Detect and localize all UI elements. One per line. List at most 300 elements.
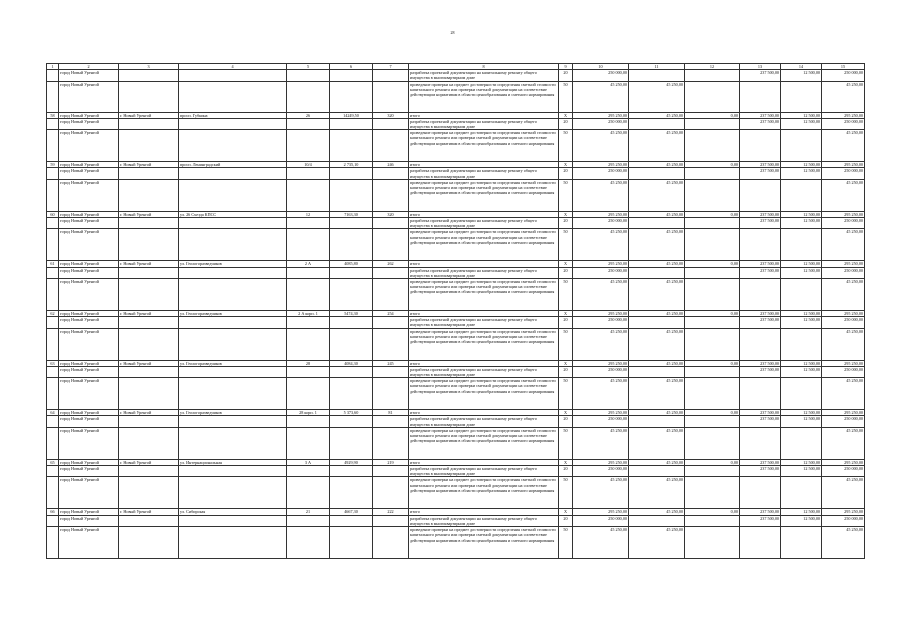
cell-index: 60	[47, 211, 59, 217]
cell-district	[119, 515, 179, 526]
cell-index	[47, 130, 59, 162]
cell-index	[47, 515, 59, 526]
cell-col11: 45 250,00	[629, 509, 685, 515]
cell-col11	[629, 267, 685, 278]
cell-col13: 237 500,00	[740, 261, 781, 267]
cell-house	[287, 218, 330, 229]
cell-city: город Новый Уренгой	[59, 218, 119, 229]
cell-col14: 12 500,00	[781, 416, 822, 427]
cell-col10: 295 250,00	[573, 459, 629, 465]
cell-district	[119, 229, 179, 261]
cell-house	[287, 229, 330, 261]
cell-col10: 250 000,00	[573, 218, 629, 229]
cell-code: 50	[559, 279, 573, 311]
cell-col13: 237 500,00	[740, 515, 781, 526]
cell-index: 59	[47, 162, 59, 168]
cell-flats: 222	[373, 509, 409, 515]
cell-house: 3 А	[287, 459, 330, 465]
cell-col15: 295 250,00	[822, 311, 865, 317]
cell-col15: 250 000,00	[822, 267, 865, 278]
cell-district	[119, 118, 179, 129]
cell-work: разработка проектной документации на капитальному ремонту общего имущества в многоквартирном доме	[409, 366, 559, 377]
cell-street: ул. Геологоразведчиков	[179, 261, 287, 267]
cell-street	[179, 427, 287, 459]
cell-district	[119, 81, 179, 112]
cell-col13	[740, 279, 781, 311]
cell-code: 20	[559, 168, 573, 179]
cell-col10: 295 250,00	[573, 509, 629, 515]
cell-col11: 45 250,00	[629, 360, 685, 366]
cell-flats: 246	[373, 162, 409, 168]
cell-index: 61	[47, 261, 59, 267]
cell-index	[47, 267, 59, 278]
cell-col13	[740, 427, 781, 459]
cell-city: город Новый Уренгой	[59, 317, 119, 328]
cell-col14	[781, 81, 822, 112]
cell-district	[119, 366, 179, 377]
cell-col11	[629, 466, 685, 477]
cell-col10: 250 000,00	[573, 466, 629, 477]
cell-house	[287, 81, 330, 112]
cell-col14: 12 500,00	[781, 509, 822, 515]
table-row	[47, 218, 865, 229]
cell-col10: 250 000,00	[573, 118, 629, 129]
cell-house	[287, 515, 330, 526]
cell-street	[179, 527, 287, 559]
cell-street	[179, 279, 287, 311]
cell-district	[119, 168, 179, 179]
cell-code: 50	[559, 179, 573, 211]
cell-col14	[781, 130, 822, 162]
cell-index	[47, 218, 59, 229]
cell-index	[47, 378, 59, 410]
cell-col15: 45 250,00	[822, 427, 865, 459]
cell-city: город Новый Уренгой	[59, 427, 119, 459]
cell-col10: 45 250,00	[573, 229, 629, 261]
cell-col13: 237 500,00	[740, 311, 781, 317]
cell-street	[179, 466, 287, 477]
cell-code: 20	[559, 416, 573, 427]
cell-house: 10/4	[287, 162, 330, 168]
table-row	[47, 466, 865, 477]
cell-col11: 45 250,00	[629, 229, 685, 261]
cell-house: 2 А	[287, 261, 330, 267]
cell-area	[330, 168, 373, 179]
cell-col10: 45 250,00	[573, 81, 629, 112]
cell-index: 63	[47, 360, 59, 366]
cell-area	[330, 81, 373, 112]
cell-house	[287, 267, 330, 278]
cell-area: 5 373,60	[330, 410, 373, 416]
header-cell: 14	[781, 64, 822, 70]
cell-area	[330, 378, 373, 410]
cell-house	[287, 378, 330, 410]
header-cell: 8	[409, 64, 559, 70]
cell-code: 20	[559, 466, 573, 477]
table-row	[47, 229, 865, 261]
cell-work: разработка проектной документации на капитальному ремонту общего имущества в многоквартирном доме	[409, 515, 559, 526]
cell-col11: 45 250,00	[629, 378, 685, 410]
cell-code: 20	[559, 515, 573, 526]
cell-code: 50	[559, 477, 573, 509]
cell-area	[330, 427, 373, 459]
cell-area	[330, 218, 373, 229]
cell-flats	[373, 168, 409, 179]
cell-col13	[740, 229, 781, 261]
cell-street: ул. Интернациональная	[179, 459, 287, 465]
cell-flats	[373, 130, 409, 162]
cell-col11: 45 250,00	[629, 459, 685, 465]
cell-col12	[685, 416, 740, 427]
cell-flats	[373, 70, 409, 81]
table-row	[47, 328, 865, 360]
page-number: 28	[450, 30, 455, 35]
cell-col15: 295 250,00	[822, 162, 865, 168]
cell-col13	[740, 328, 781, 360]
cell-house	[287, 366, 330, 377]
cell-code: 50	[559, 229, 573, 261]
cell-col12: 0,00	[685, 112, 740, 118]
cell-col11: 45 250,00	[629, 112, 685, 118]
cell-flats: 81	[373, 410, 409, 416]
header-cell: 2	[59, 64, 119, 70]
cell-code: X	[559, 410, 573, 416]
cell-work: проведение проверки на предмет достоверности определения сметной стоимости капитального ремонта или проверки сметной документации на соответствие действующим нормативам в области ценообразования и сметного нормирования	[409, 477, 559, 509]
cell-area	[330, 229, 373, 261]
table-row	[47, 179, 865, 211]
cell-city: город Новый Уренгой	[59, 168, 119, 179]
cell-work: проведение проверки на предмет достоверности определения сметной стоимости капитального ремонта или проверки сметной документации на соответствие действующим нормативам в области ценообразования и сметного нормирования	[409, 229, 559, 261]
cell-col15: 250 000,00	[822, 515, 865, 526]
cell-col13	[740, 378, 781, 410]
cell-house	[287, 118, 330, 129]
cell-city: город Новый Уренгой	[59, 279, 119, 311]
cell-city: город Новый Уренгой	[59, 527, 119, 559]
cell-work: итого	[409, 211, 559, 217]
header-cell: 9	[559, 64, 573, 70]
cell-street	[179, 70, 287, 81]
cell-index	[47, 81, 59, 112]
cell-work: проведение проверки на предмет достоверности определения сметной стоимости капитального ремонта или проверки сметной документации на соответствие действующим нормативам в области ценообразования и сметного нормирования	[409, 328, 559, 360]
cell-district: г. Новый Уренгой	[119, 162, 179, 168]
cell-area: 2 735,10	[330, 162, 373, 168]
cell-house: 28 корп. 1	[287, 410, 330, 416]
cell-col11	[629, 168, 685, 179]
cell-district: г. Новый Уренгой	[119, 311, 179, 317]
cell-work: итого	[409, 112, 559, 118]
cell-work: итого	[409, 162, 559, 168]
cell-work: проведение проверки на предмет достоверности определения сметной стоимости капитального ремонта или проверки сметной документации на соответствие действующим нормативам в области ценообразования и сметного нормирования	[409, 179, 559, 211]
cell-col14	[781, 378, 822, 410]
cell-house	[287, 527, 330, 559]
cell-col12	[685, 427, 740, 459]
cell-area	[330, 366, 373, 377]
cell-col11	[629, 70, 685, 81]
cell-col13: 237 500,00	[740, 416, 781, 427]
cell-street: просп. Губкина	[179, 112, 287, 118]
header-cell: 11	[629, 64, 685, 70]
cell-work: итого	[409, 410, 559, 416]
cell-code: X	[559, 162, 573, 168]
cell-col13: 237 500,00	[740, 509, 781, 515]
cell-col15: 45 250,00	[822, 527, 865, 559]
cell-house	[287, 179, 330, 211]
cell-index	[47, 279, 59, 311]
cell-code: 20	[559, 267, 573, 278]
cell-area	[330, 317, 373, 328]
cell-district: г. Новый Уренгой	[119, 261, 179, 267]
cell-district: г. Новый Уренгой	[119, 360, 179, 366]
cell-col12	[685, 70, 740, 81]
cell-district: г. Новый Уренгой	[119, 509, 179, 515]
table-row	[47, 416, 865, 427]
cell-col13: 237 500,00	[740, 162, 781, 168]
cell-col15: 295 250,00	[822, 459, 865, 465]
cell-flats: 320	[373, 112, 409, 118]
cell-work: проведение проверки на предмет достоверности определения сметной стоимости капитального ремонта или проверки сметной документации на соответствие действующим нормативам в области ценообразования и сметного нормирования	[409, 427, 559, 459]
cell-col12	[685, 130, 740, 162]
cell-house	[287, 70, 330, 81]
cell-work: итого	[409, 311, 559, 317]
cell-street	[179, 477, 287, 509]
cell-street: ул. Геологоразведчиков	[179, 360, 287, 366]
cell-col12: 0,00	[685, 162, 740, 168]
cell-code: 20	[559, 317, 573, 328]
cell-city: город Новый Уренгой	[59, 360, 119, 366]
cell-work: проведение проверки на предмет достоверности определения сметной стоимости капитального ремонта или проверки сметной документации на соответствие действующим нормативам в области ценообразования и сметного нормирования	[409, 81, 559, 112]
table-row	[47, 70, 865, 81]
cell-city: город Новый Уренгой	[59, 70, 119, 81]
cell-code: 50	[559, 130, 573, 162]
cell-col14: 12 500,00	[781, 317, 822, 328]
cell-house: 28	[287, 360, 330, 366]
cell-index	[47, 416, 59, 427]
cell-col12	[685, 168, 740, 179]
cell-work: разработка проектной документации на капитальному ремонту общего имущества в многоквартирном доме	[409, 317, 559, 328]
cell-index: 66	[47, 509, 59, 515]
register-table	[46, 63, 865, 559]
cell-col11	[629, 218, 685, 229]
cell-col14	[781, 328, 822, 360]
cell-area	[330, 477, 373, 509]
cell-col12	[685, 267, 740, 278]
cell-index: 64	[47, 410, 59, 416]
cell-col15: 295 250,00	[822, 112, 865, 118]
cell-flats	[373, 267, 409, 278]
cell-col11	[629, 416, 685, 427]
cell-col15: 295 250,00	[822, 410, 865, 416]
cell-flats: 320	[373, 211, 409, 217]
cell-code: 50	[559, 378, 573, 410]
cell-col11: 45 250,00	[629, 211, 685, 217]
cell-work: разработка проектной документации на капитальному ремонту общего имущества в многоквартирном доме	[409, 267, 559, 278]
cell-city: город Новый Уренгой	[59, 311, 119, 317]
cell-col15: 250 000,00	[822, 70, 865, 81]
cell-house: 26	[287, 112, 330, 118]
cell-col14: 12 500,00	[781, 311, 822, 317]
cell-col12	[685, 81, 740, 112]
cell-col11: 45 250,00	[629, 410, 685, 416]
cell-city: город Новый Уренгой	[59, 515, 119, 526]
cell-city: город Новый Уренгой	[59, 410, 119, 416]
cell-district: г. Новый Уренгой	[119, 112, 179, 118]
cell-col15: 250 000,00	[822, 168, 865, 179]
cell-col14: 12 500,00	[781, 410, 822, 416]
cell-code: 50	[559, 527, 573, 559]
cell-col15: 45 250,00	[822, 179, 865, 211]
table-row	[47, 168, 865, 179]
cell-col11	[629, 366, 685, 377]
cell-col10: 295 250,00	[573, 360, 629, 366]
cell-street: ул. 26 Съезда КПСС	[179, 211, 287, 217]
cell-city: город Новый Уренгой	[59, 366, 119, 377]
cell-col11: 45 250,00	[629, 162, 685, 168]
cell-code: 20	[559, 70, 573, 81]
cell-area	[330, 179, 373, 211]
cell-col15: 250 000,00	[822, 218, 865, 229]
cell-index	[47, 328, 59, 360]
cell-col10: 45 250,00	[573, 527, 629, 559]
cell-flats	[373, 366, 409, 377]
cell-col13	[740, 81, 781, 112]
cell-flats: 262	[373, 261, 409, 267]
cell-col10: 45 250,00	[573, 378, 629, 410]
cell-col14	[781, 229, 822, 261]
table-row	[47, 427, 865, 459]
cell-col12	[685, 218, 740, 229]
cell-street	[179, 317, 287, 328]
cell-col10: 250 000,00	[573, 267, 629, 278]
cell-index	[47, 317, 59, 328]
cell-col13: 237 500,00	[740, 168, 781, 179]
cell-city: город Новый Уренгой	[59, 328, 119, 360]
table-row	[47, 527, 865, 559]
cell-flats	[373, 427, 409, 459]
cell-col13: 237 500,00	[740, 267, 781, 278]
cell-col14: 12 500,00	[781, 70, 822, 81]
cell-city: город Новый Уренгой	[59, 81, 119, 112]
cell-street	[179, 179, 287, 211]
cell-city: город Новый Уренгой	[59, 130, 119, 162]
cell-col11: 45 250,00	[629, 427, 685, 459]
cell-col14: 12 500,00	[781, 267, 822, 278]
header-cell: 7	[373, 64, 409, 70]
cell-col12	[685, 466, 740, 477]
cell-house: 12	[287, 211, 330, 217]
cell-index	[47, 366, 59, 377]
cell-work: итого	[409, 360, 559, 366]
cell-index	[47, 179, 59, 211]
cell-col14	[781, 527, 822, 559]
table-row	[47, 279, 865, 311]
cell-col13: 237 500,00	[740, 459, 781, 465]
cell-index	[47, 70, 59, 81]
cell-col11: 45 250,00	[629, 328, 685, 360]
cell-city: город Новый Уренгой	[59, 466, 119, 477]
cell-col10: 250 000,00	[573, 168, 629, 179]
cell-area	[330, 130, 373, 162]
cell-col11	[629, 118, 685, 129]
cell-col15: 250 000,00	[822, 416, 865, 427]
cell-city: город Новый Уренгой	[59, 459, 119, 465]
header-cell: 4	[179, 64, 287, 70]
table-row	[47, 515, 865, 526]
cell-col14	[781, 179, 822, 211]
cell-col10: 250 000,00	[573, 70, 629, 81]
cell-work: итого	[409, 261, 559, 267]
cell-street	[179, 515, 287, 526]
cell-code: X	[559, 360, 573, 366]
cell-flats	[373, 378, 409, 410]
cell-flats	[373, 317, 409, 328]
cell-flats	[373, 477, 409, 509]
cell-flats	[373, 328, 409, 360]
cell-col10: 295 250,00	[573, 261, 629, 267]
cell-col12: 0,00	[685, 261, 740, 267]
cell-col12: 0,00	[685, 509, 740, 515]
cell-index	[47, 427, 59, 459]
cell-col15: 295 250,00	[822, 509, 865, 515]
cell-col11: 45 250,00	[629, 130, 685, 162]
cell-flats: 254	[373, 311, 409, 317]
cell-street: ул. Геологоразведчиков	[179, 410, 287, 416]
cell-area	[330, 328, 373, 360]
cell-col10: 45 250,00	[573, 427, 629, 459]
cell-district	[119, 416, 179, 427]
cell-col15: 45 250,00	[822, 328, 865, 360]
cell-house: 21	[287, 509, 330, 515]
cell-house	[287, 427, 330, 459]
cell-col14	[781, 427, 822, 459]
cell-index	[47, 118, 59, 129]
cell-col11: 45 250,00	[629, 279, 685, 311]
cell-col13: 237 500,00	[740, 118, 781, 129]
cell-house	[287, 416, 330, 427]
cell-street	[179, 168, 287, 179]
cell-street: просп. Ленинградский	[179, 162, 287, 168]
cell-col12: 0,00	[685, 459, 740, 465]
cell-city: город Новый Уренгой	[59, 267, 119, 278]
cell-district	[119, 130, 179, 162]
cell-street	[179, 267, 287, 278]
cell-col14	[781, 279, 822, 311]
cell-district	[119, 218, 179, 229]
cell-work: проведение проверки на предмет достоверности определения сметной стоимости капитального ремонта или проверки сметной документации на соответствие действующим нормативам в области ценообразования и сметного нормирования	[409, 130, 559, 162]
cell-flats	[373, 527, 409, 559]
cell-city: город Новый Уренгой	[59, 509, 119, 515]
cell-area	[330, 416, 373, 427]
cell-area	[330, 70, 373, 81]
table-row	[47, 267, 865, 278]
cell-code: X	[559, 459, 573, 465]
cell-house	[287, 130, 330, 162]
cell-col11: 45 250,00	[629, 179, 685, 211]
cell-code: 50	[559, 427, 573, 459]
cell-code: 20	[559, 218, 573, 229]
cell-col13: 237 500,00	[740, 366, 781, 377]
cell-house	[287, 328, 330, 360]
cell-area: 4667,30	[330, 509, 373, 515]
cell-work: разработка проектной документации на капитальному ремонту общего имущества в многоквартирном доме	[409, 218, 559, 229]
cell-index	[47, 527, 59, 559]
cell-flats	[373, 466, 409, 477]
cell-flats	[373, 279, 409, 311]
cell-col12: 0,00	[685, 410, 740, 416]
cell-col13	[740, 477, 781, 509]
cell-district	[119, 328, 179, 360]
cell-work: разработка проектной документации на капитальному ремонту общего имущества в многоквартирном доме	[409, 466, 559, 477]
header-cell: 5	[287, 64, 330, 70]
